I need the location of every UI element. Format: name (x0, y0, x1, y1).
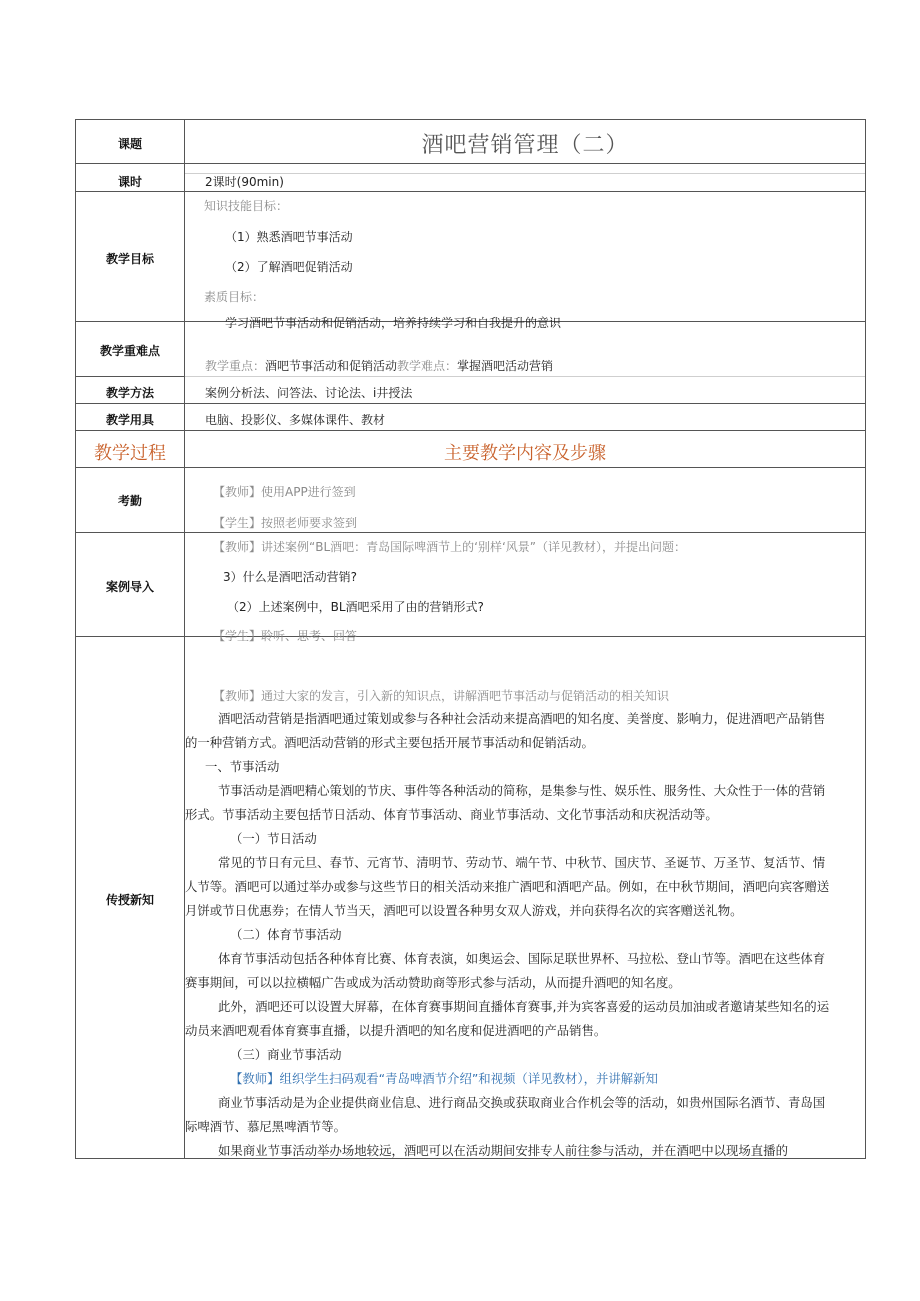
subsection-heading: （三）商业节事活动 (230, 1047, 342, 1062)
row-divider (75, 403, 866, 404)
label-objectives: 教学目标 (105, 252, 154, 266)
label-hours: 课时 (117, 175, 142, 189)
subsection-heading: （二）体育节事活动 (230, 927, 342, 942)
objective-item-2: （2）了解酒吧促销活动 (225, 260, 353, 274)
case-intro-cell (185, 533, 865, 643)
paragraph-line: 的一种营销方式。酒吧活动营销的形式主要包括开展节事活动和促销活动。 (185, 735, 594, 750)
difficulty-heading: 教学难点： (397, 359, 458, 373)
attendance-teacher: 【教师】使用APP进行签到 (213, 485, 356, 499)
paragraph-line: 人节等。酒吧可以通过举办或参与这些节日的相关活动来推广酒吧和酒吧产品。例如，在中秋节期间，酒吧向宾客赠送 (185, 879, 830, 894)
row-divider (75, 636, 866, 637)
new-knowledge-teacher-intro: 【教师】通过大家的发言，引入新的知识点，讲解酒吧节事活动与促销活动的相关知识 (213, 689, 670, 703)
paragraph-line: 常见的节日有元旦、春节、元宵节、清明节、劳动节、端午节、中秋节、国庆节、圣诞节、万圣节、复活节、情 (218, 855, 826, 870)
label-case-intro: 案例导入 (105, 580, 154, 594)
key-text: 酒吧节事活动和促销活动 (265, 359, 398, 373)
knowledge-heading: 知识技能目标： (204, 199, 289, 213)
objective-item-1: （1）熟悉酒吧节事活动 (225, 230, 353, 244)
section-heading: 一、节事活动 (205, 759, 280, 774)
difficulty-text: 掌握酒吧活动营销 (457, 359, 554, 373)
paragraph-line: 商业节事活动是为企业提供商业信息、进行商品交换或获取商业合作机会等的活动，如贵州国际名酒节、青岛国 (218, 1095, 826, 1110)
paragraph-line: 形式。节事活动主要包括节日活动、体育节事活动、商业节事活动、文化节事活动和庆祝活动等。 (185, 807, 718, 822)
case-teacher: 【教师】讲述案例“BL酒吧：青岛国际啤酒节上的‘别样‘风景”（详见教材），并提出问题： (213, 540, 686, 554)
methods-value: 案例分析法、问答法、讨论法、i井授法 (205, 386, 413, 400)
key-points-line (205, 357, 553, 374)
label-new-knowledge: 传授新知 (105, 893, 154, 907)
row-divider (75, 163, 866, 164)
content-body (185, 707, 866, 1163)
guide-line (185, 173, 865, 174)
label-title: 课题 (117, 137, 142, 151)
quality-item-partial: 学习酒吧节事活动和促销活动，培养持续学习和自我提升的意识 (225, 316, 562, 330)
label-key-points: 教学重难点 (99, 344, 160, 358)
quality-heading: 素质目标： (204, 290, 265, 304)
paragraph-line: 节事活动是酒吧精心策划的节庆、事件等各种活动的简称，是集参与性、娱乐性、服务性、大众性于一体的营销 (218, 783, 826, 798)
paragraph-line: 月饼或节日优惠券；在情人节当天，酒吧可以设置各种男女双人游戏，并向获得名次的宾客赠送礼物。 (185, 903, 743, 918)
paragraph-line: 此外，酒吧还可以设置大屏幕，在体育赛事期间直播体育赛事,并为宾客喜爱的运动员加油或者邀请某些知名的运 (218, 999, 830, 1014)
process-header-left: 教学过程 (94, 443, 166, 464)
label-attendance: 考勤 (117, 494, 142, 508)
case-student-partial: 【学生】聆听、思考、回答 (213, 629, 358, 643)
paragraph-line: 体育节事活动包括各种体育比赛、体育表演，如奥运会、国际足联世界杯、马拉松、登山节等。酒吧在这些体育 (218, 951, 826, 966)
paragraph-line: 酒吧活动营销是指酒吧通过策划或参与各种社会活动来提高酒吧的知名度、美誉度、影响力，促进酒吧产品销售 (218, 711, 826, 726)
paragraph-line: 赛事期间，可以以拉横幅广告或成为活动赞助商等形式参与活动，从而提升酒吧的知名度。 (185, 975, 681, 990)
guide-line (185, 376, 865, 377)
row-divider (75, 467, 866, 468)
paragraph-line: 际啤酒节、慕尼黑啤酒节等。 (185, 1119, 347, 1134)
hours-value: 2课时(90min) (205, 175, 284, 189)
paragraph-line: 如果商业节事活动举办场地较远，酒吧可以在活动期间安排专人前往参与活动，并在酒吧中以现场直播的 (218, 1143, 788, 1158)
tools-value: 电脑、投影仪、多媒体课件、教材 (205, 413, 386, 427)
teacher-video-instruction: 【教师】组织学生扫码观看“青岛啤酒节介绍”和视频（详见教材），并讲解新知 (230, 1071, 658, 1086)
key-heading: 教学重点： (205, 359, 266, 373)
case-question-1: 3）什么是酒吧活动营销? (223, 570, 358, 584)
process-header-right: 主要教学内容及步骤 (444, 443, 606, 464)
lesson-title: 酒吧营销管理（二） (421, 133, 629, 158)
case-question-2: （2）上述案例中，BL酒吧采用了由的营销形式? (227, 600, 484, 614)
label-tools: 教学用具 (105, 413, 154, 427)
label-methods: 教学方法 (105, 386, 154, 400)
subsection-heading: （一）节日活动 (230, 831, 317, 846)
attendance-student: 【学生】按照老师要求签到 (213, 516, 358, 530)
paragraph-line: 动员来酒吧观看体育赛事直播，以提升酒吧的知名度和促进酒吧的产品销售。 (185, 1023, 607, 1038)
row-divider (75, 430, 866, 431)
objectives-cell (185, 192, 865, 330)
